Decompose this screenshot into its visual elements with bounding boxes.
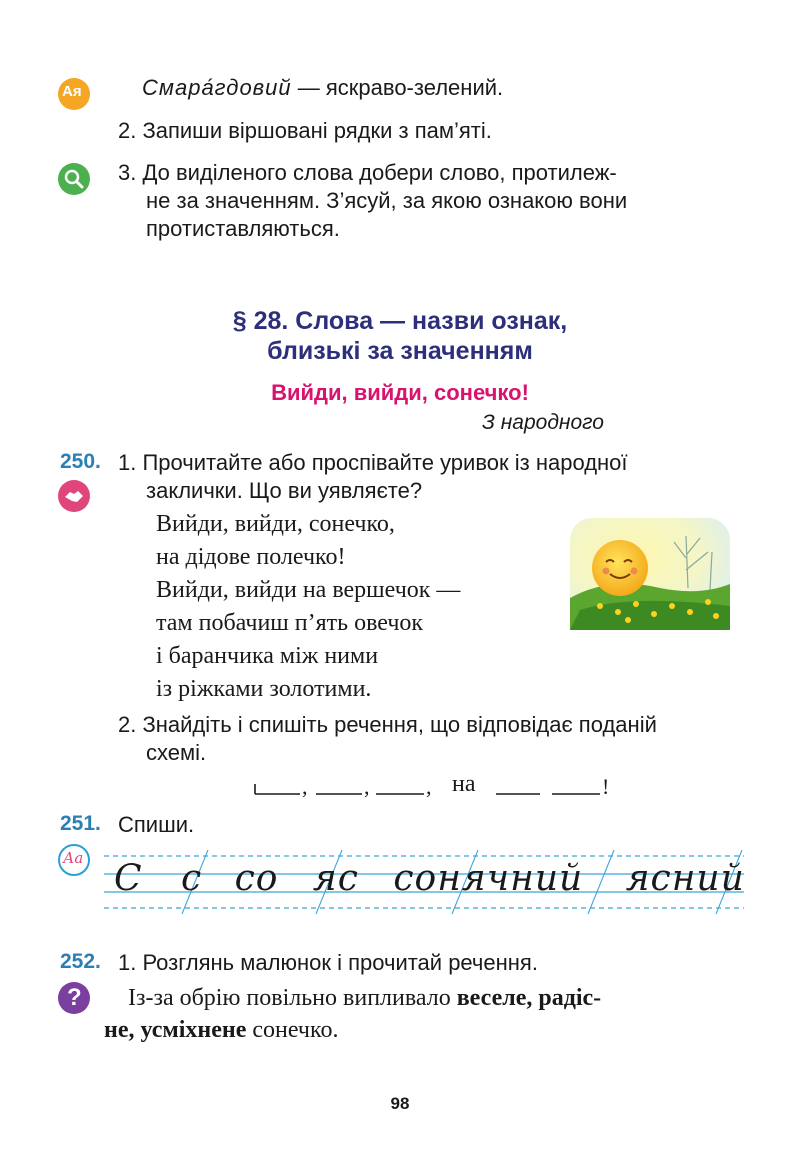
script-word: сонячний: [393, 858, 584, 899]
handwriting-icon: Аа: [58, 844, 90, 876]
letters-badge-icon: Ая: [58, 78, 90, 110]
sun-meadow-illustration: [570, 518, 730, 630]
poem-title: Вийди, вийди, сонечко!: [271, 380, 529, 405]
exercise-250-task2-line1: 2. Знайдіть і спишіть речення, що відповідає поданій: [118, 712, 657, 737]
poem-source: З народного: [482, 411, 604, 434]
exercise-252-number: 252.: [60, 950, 101, 973]
svg-text:,: ,: [426, 774, 432, 799]
question-icon: ?: [58, 982, 90, 1014]
page-number: 98: [390, 1094, 410, 1113]
task-3-line3: протиставляються.: [146, 216, 340, 241]
definition-word: Смара́гдовий: [142, 75, 292, 100]
exercise-252-sentence-line1: [128, 982, 601, 1015]
task-2: 2. Запиши віршовані рядки з пам’яті.: [118, 118, 492, 143]
handshake-icon: [58, 480, 90, 512]
script-word: С: [114, 858, 143, 899]
exercise-251-number: 251.: [60, 812, 101, 835]
svg-text:,: ,: [302, 774, 308, 799]
poem-line: із ріжками золотими.: [156, 676, 372, 702]
svg-text:,: ,: [364, 774, 370, 799]
poem-block: [156, 508, 460, 706]
definition-meaning: — яскраво-зелений.: [291, 75, 504, 100]
section-title-line2: близькі за значенням: [267, 337, 533, 365]
exercise-250-task2-line2: схемі.: [146, 740, 207, 765]
exercise-250-line1: 1. Прочитайте або проспівайте уривок із народної: [118, 450, 628, 475]
exercise-250-line2: заклички. Що ви уявляєте?: [146, 478, 423, 503]
poem-line: Вийди, вийди на вершечок —: [156, 577, 461, 603]
svg-text:!: !: [602, 774, 610, 799]
section-title-line1: § 28. Слова — назви ознак,: [232, 307, 568, 335]
scheme-word: на: [452, 771, 476, 797]
exercise-252-sentence-line2: [104, 1014, 338, 1047]
script-word: со: [234, 858, 279, 899]
sentence-scheme: [250, 770, 630, 804]
definition-line: [142, 73, 503, 103]
exercise-250-number: 250.: [60, 450, 101, 473]
sentence-bold: веселе, радіс-: [456, 985, 602, 1011]
sentence-bold: не, усміхнене: [104, 1017, 247, 1043]
script-word: ясний: [625, 858, 745, 899]
magnifier-icon: [58, 163, 90, 195]
script-word: яс: [312, 858, 359, 899]
task-3-line1: 3. До виділеного слова добери слово, протилеж-: [118, 160, 617, 185]
sentence-part: сонечко.: [246, 1017, 339, 1043]
exercise-252-line1: 1. Розглянь малюнок і прочитай речення.: [118, 950, 538, 975]
script-word: с: [181, 858, 203, 899]
section-title: [0, 306, 800, 366]
poem-line: там побачиш п’ять овечок: [156, 610, 424, 636]
poem-line: на дідове полечко!: [156, 544, 346, 570]
sentence-part: Із-за обрію повільно випливало: [128, 985, 457, 1011]
exercise-251-text: Спиши.: [118, 812, 195, 837]
task-3-line2: не за значенням. З’ясуй, за якою ознакою вони: [146, 188, 628, 213]
handwriting-sample: [114, 858, 745, 899]
poem-line: і баранчика між ними: [156, 643, 379, 669]
poem-line: Вийди, вийди, сонечко,: [156, 511, 395, 537]
